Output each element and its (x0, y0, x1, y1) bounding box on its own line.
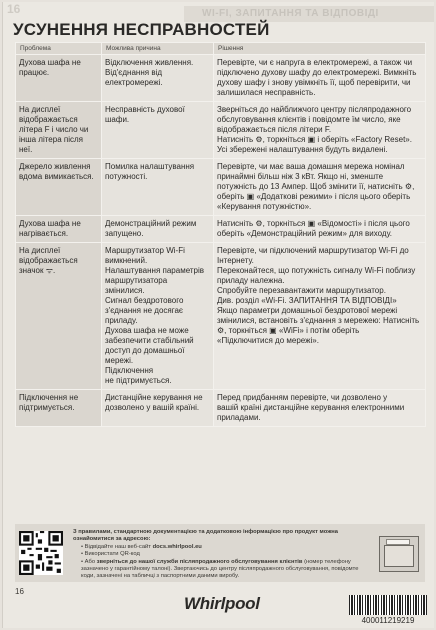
problem-cell-line: Підключення не (19, 393, 79, 402)
info-text (73, 529, 373, 581)
solution-cell-line: Інтернету. (217, 256, 254, 265)
solution-cell-line: приладами. (217, 413, 261, 422)
docs-link[interactable]: docs.whirlpool.eu (152, 543, 202, 550)
cause-cell-line: вимкнений. (105, 256, 148, 265)
solution-cell-line: оберіть «Демонстраційний режим» для виходу. (217, 229, 393, 238)
cause-cell-line: маршрутизатора (105, 276, 168, 285)
table-row (16, 159, 426, 216)
cause-cell-line: Сигнал бездротового (105, 296, 184, 305)
barcode-number: 400011219219 (361, 616, 415, 625)
cause-cell (102, 102, 214, 159)
table-header-row (16, 43, 426, 55)
problem-cell-line: значок ᯤ. (19, 266, 56, 275)
table-row (16, 55, 426, 102)
problem-cell-line: підтримується. (19, 403, 75, 412)
solution-cell-line: Зверніться до найближчого центру післяпродажного (217, 105, 412, 114)
cause-cell-line: Духова шафа не може (105, 326, 189, 335)
cause-cell (102, 216, 214, 243)
whirlpool-logo: Whirlpool (184, 594, 260, 613)
cause-cell-line: Підключення (105, 366, 154, 375)
qr-code-image (19, 531, 63, 575)
ghost-section-tab: WI-FI, ЗАПИТАННЯ ТА ВІДПОВІДІ (184, 6, 434, 22)
cause-cell-line: приладу. (105, 316, 138, 325)
solution-cell-line: Усі збережені налаштування будуть видалені. (217, 145, 388, 154)
troubleshooting-table (15, 42, 426, 427)
solution-cell-line: змінилися, встановіть з'єднання з мережею: Натисніть (217, 316, 420, 325)
table-row (16, 243, 426, 390)
info-bullet-qr: • Використати QR-код (81, 551, 140, 558)
solution-cell-line: Переконайтеся, що потужність сигналу Wi-Fi поблизу (217, 266, 416, 275)
page-number: 16 (15, 587, 24, 596)
solution-cell-line: відображається після літери F. (217, 125, 332, 134)
cause-cell-line: електромережі. (105, 78, 163, 87)
cause-cell-line: Налаштування параметрів (105, 266, 205, 275)
cause-cell (102, 159, 214, 216)
cause-cell-line: Від'єднання від (105, 68, 163, 77)
solution-cell-line: потужність до 13 Ампер. Щоб змінити її, натисніть ⚙, (217, 182, 415, 191)
solution-cell-line: Перевірте, чи є напруга в електромережі, а також чи (217, 58, 413, 67)
problem-cell-line: Духова шафа не (19, 58, 81, 67)
table-row (16, 216, 426, 243)
cause-cell-line: Демонстраційний режим (105, 219, 197, 228)
problem-cell-line: нагрівається. (19, 229, 69, 238)
cause-cell (102, 243, 214, 390)
manual-page (2, 2, 434, 628)
problem-cell-line: інша літера після (19, 135, 83, 144)
cause-cell-line: доступ до домашньої (105, 346, 185, 355)
barcode (349, 595, 427, 615)
solution-cell-line: Натисніть ⚙, торкніться ▣ і оберіть «Factory Reset». (217, 135, 412, 144)
info-bullet-service-pre: Або (84, 558, 97, 565)
info-bullet-service-post: (номер телефону зазначено у гарантійному талоні). Звертаючись до центру післяпродажного обслуговування, повідомте коди, зазначені на табличці з паспортними даними виробу. (81, 558, 359, 580)
solution-cell-line: оберіть ▣ «Додаткові режими» і після цього оберіть (217, 192, 411, 201)
solution-cell-line: принаймні більш ніж 3 кВт. Якщо ні, зменште (217, 172, 384, 181)
info-bullet-qr-text: Використати QR-код (84, 551, 140, 558)
solution-cell-line: приладу належна. (217, 276, 285, 285)
problem-cell (16, 159, 102, 216)
cause-cell-line: Маршрутизатор Wi-Fi (105, 246, 185, 255)
solution-cell-line: вашій країні дистанційне керування електронними (217, 403, 405, 412)
info-bullet-website-text: Відвідайте наш веб-сайт (84, 543, 153, 550)
cause-cell-line: дозволено у вашій країні. (105, 403, 200, 412)
info-bullet-service: • Або зверніться до нашої служби післяпродажного обслуговування клієнтів (номер телефону зазначено у гарантійному талоні). Звертаючись до центру післяпродажного обслуговування, повідомте коди, зазначені на табличці з паспортними даними виробу. (81, 558, 359, 580)
problem-cell-line: На дисплеї (19, 246, 61, 255)
cause-cell-line: запущено. (105, 229, 144, 238)
documentation-info-box (15, 524, 425, 582)
cause-cell-line: Несправність духової (105, 105, 185, 114)
problem-cell-line: неї. (19, 145, 33, 154)
solution-cell (214, 243, 426, 390)
problem-cell (16, 102, 102, 159)
table-row (16, 102, 426, 159)
header-problem: Проблема (16, 43, 102, 55)
solution-cell (214, 216, 426, 243)
problem-cell-line: відображається (19, 256, 78, 265)
problem-cell (16, 216, 102, 243)
problem-cell-line: відображається (19, 115, 78, 124)
info-bullet-service-bold: зверніться до нашої служби післяпродажного обслуговування клієнтів (96, 558, 303, 565)
solution-cell-line: Перед придбанням перевірте, чи дозволено у (217, 393, 388, 402)
solution-cell-line: підключено духову шафу до електромережі. Вимкніть (217, 68, 417, 77)
solution-cell-line: Перевірте, чи підключений маршрутизатор Wi-Fi до (217, 246, 409, 255)
ghost-page-number: 16 (7, 2, 21, 16)
cause-cell-line: Відключення живлення. (105, 58, 194, 67)
oven-rating-plate-icon (379, 536, 419, 572)
header-solution: Рішення (214, 43, 426, 55)
problem-cell (16, 243, 102, 390)
problem-cell-line: вдома вимикається. (19, 172, 94, 181)
solution-cell-line: Якщо параметри домашньої бездротової мережі (217, 306, 398, 315)
cause-cell-line: з'єднання не досягає (105, 306, 184, 315)
header-cause: Можлива причина (102, 43, 214, 55)
cause-cell (102, 55, 214, 102)
problem-cell-line: На дисплеї (19, 105, 61, 114)
solution-cell (214, 159, 426, 216)
solution-cell-line: Перевірте, чи має ваша домашня мережа номінал (217, 162, 405, 171)
problem-cell-line: Джерело живлення (19, 162, 91, 171)
solution-cell-line: Спробуйте перезавантажити маршрутизатор. (217, 286, 386, 295)
problem-cell-line: Духова шафа не (19, 219, 81, 228)
solution-cell-line: духову шафу і знову увімкніть її, щоб перевірити, чи (217, 78, 411, 87)
solution-cell-line: Див. розділ «Wi-Fi. ЗАПИТАННЯ ТА ВІДПОВІДІ» (217, 296, 397, 305)
cause-cell-line: потужності. (105, 172, 148, 181)
problem-cell (16, 390, 102, 427)
problem-cell (16, 55, 102, 102)
cause-cell-line: шафи. (105, 115, 130, 124)
cause-cell-line: Дистанційне керування не (105, 393, 203, 402)
solution-cell (214, 55, 426, 102)
cause-cell-line: Помилка налаштування (105, 162, 195, 171)
qr-code[interactable] (19, 531, 63, 575)
cause-cell-line: не підтримується. (105, 376, 172, 385)
solution-cell-line: Натисніть ⚙, торкніться ▣ «Відомості» і після цього (217, 219, 410, 228)
solution-cell-line: ⚙, торкніться ▣ «WiFi» і потім оберіть (217, 326, 360, 335)
info-bullet-website: • Відвідайте наш веб-сайт docs.whirlpool.eu (81, 543, 202, 550)
solution-cell-line: «Керування потужністю». (217, 202, 312, 211)
table-row (16, 390, 426, 427)
problem-cell-line: працює. (19, 68, 50, 77)
cause-cell-line: змінилися. (105, 286, 145, 295)
problem-cell-line: літера F і число чи (19, 125, 89, 134)
cause-cell (102, 390, 214, 427)
info-lead: З правилами, стандартною документацією та додатковою інформацією про продукт можна ознайомитися за адресою: (73, 529, 339, 543)
solution-cell (214, 102, 426, 159)
solution-cell-line: обслуговування клієнтів і повідомте їм число, яке (217, 115, 401, 124)
cause-cell-line: забезпечити стабільний (105, 336, 194, 345)
page-title: УСУНЕННЯ НЕСПРАВНОСТЕЙ (13, 20, 270, 39)
solution-cell (214, 390, 426, 427)
solution-cell-line: залишилася несправність. (217, 88, 316, 97)
cause-cell-line: мережі. (105, 356, 134, 365)
solution-cell-line: «Підключитися до мережі». (217, 336, 319, 345)
